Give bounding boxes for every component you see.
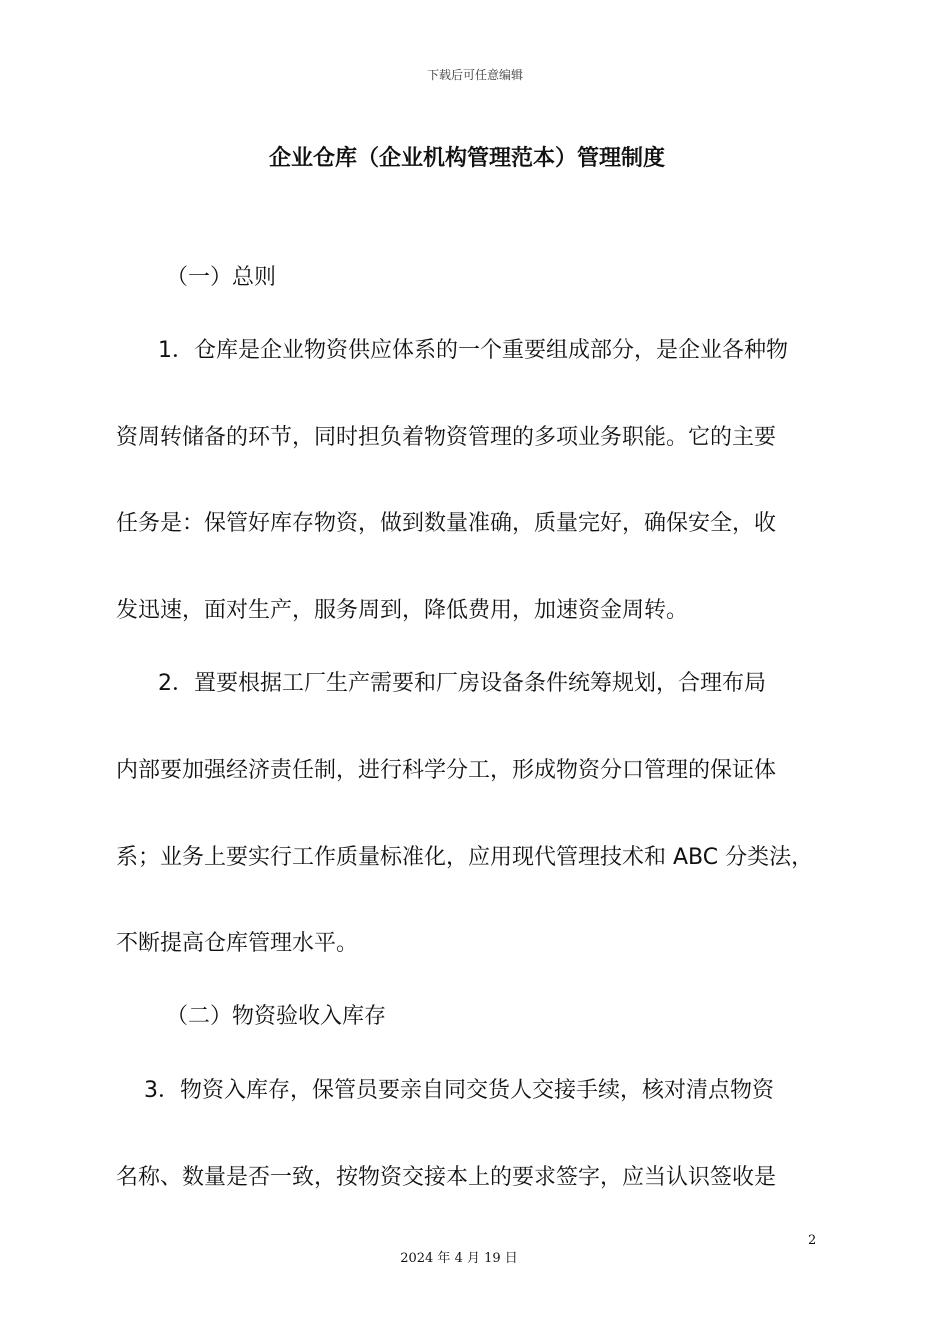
paragraph-line: 内部要加强经济责任制，进行科学分工，形成物资分口管理的保证体 [116,758,777,783]
paragraph-line: 不断提高仓库管理水平。 [116,931,359,956]
header-note: 下载后可任意编辑 [426,68,523,82]
paragraph-line: 资周转储备的环节，同时担负着物资管理的多项业务职能。它的主要 [116,425,777,450]
footer-date: 2024 年 4 月 19 日 [400,1251,518,1266]
document-title: 企业仓库（企业机构管理范本）管理制度 [268,146,665,171]
paragraph-line: 1．仓库是企业物资供应体系的一个重要组成部分，是企业各种物 [158,338,788,363]
section-heading-receiving: （二）物资验收入库存 [166,1004,387,1029]
paragraph-line: 发迅速，面对生产，服务周到，降低费用，加速资金周转。 [116,598,689,623]
paragraph-line: 名称、数量是否一致，按物资交接本上的要求签字，应当认识签收是 [116,1165,777,1190]
page-number: 2 [808,1233,817,1248]
section-heading-general: （一）总则 [166,265,277,290]
paragraph-line: 系；业务上要实行工作质量标准化，应用现代管理技术和 ABC 分类法， [116,845,814,870]
paragraph-line: 任务是：保管好库存物资，做到数量准确，质量完好，确保安全，收 [116,511,777,536]
paragraph-line: 3．物资入库存，保管员要亲自同交货人交接手续，核对清点物资 [144,1078,774,1103]
paragraph-line: 2．置要根据工厂生产需要和厂房设备条件统筹规划，合理布局 [158,671,766,696]
